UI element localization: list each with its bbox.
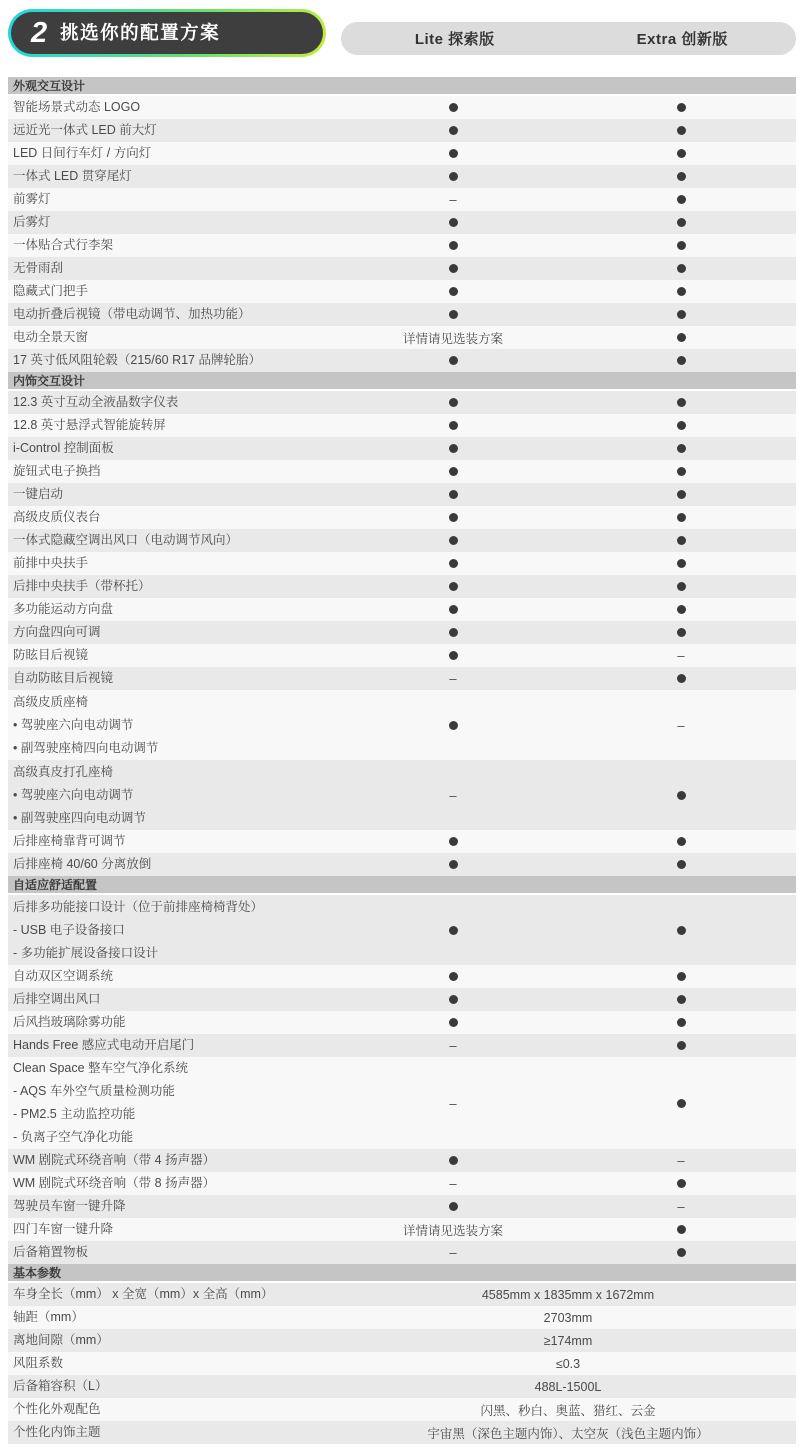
feature-label: 一键启动 bbox=[13, 487, 64, 501]
feature-label: 自动双区空调系统 bbox=[13, 969, 114, 983]
included-dot-icon bbox=[677, 333, 686, 342]
lite-cell bbox=[340, 310, 566, 319]
feature-row bbox=[8, 1218, 796, 1241]
included-dot-icon bbox=[449, 103, 458, 112]
included-dot-icon bbox=[449, 126, 458, 135]
section-header: 自适应舒适配置 bbox=[8, 876, 796, 895]
spec-value-text: 宇宙黑（深色主题内饰）、太空灰（浅色主题内饰） bbox=[427, 1426, 709, 1441]
column-header-extra: Extra 创新版 bbox=[636, 31, 728, 48]
lite-cell bbox=[340, 172, 566, 181]
included-dot-icon bbox=[677, 421, 686, 430]
extra-cell bbox=[566, 172, 796, 181]
feature-row bbox=[8, 506, 796, 529]
feature-row bbox=[8, 1034, 796, 1057]
lite-cell bbox=[340, 536, 566, 545]
extra-cell bbox=[566, 559, 796, 568]
feature-label: 方向盘四向可调 bbox=[13, 625, 101, 639]
included-dot-icon bbox=[677, 1041, 686, 1050]
spec-value-cell bbox=[340, 1380, 796, 1394]
lite-cell bbox=[340, 1156, 566, 1165]
spec-value-cell bbox=[340, 1334, 796, 1348]
feature-row bbox=[8, 1149, 796, 1172]
included-dot-icon bbox=[677, 490, 686, 499]
included-dot-icon bbox=[677, 398, 686, 407]
included-dot-icon bbox=[677, 837, 686, 846]
feature-label-line: - USB 电子设备接口 bbox=[13, 922, 125, 937]
option-note-text: 详情请见选装方案 bbox=[402, 331, 503, 346]
included-dot-icon bbox=[677, 605, 686, 614]
feature-row bbox=[8, 437, 796, 460]
feature-row bbox=[8, 988, 796, 1011]
feature-row bbox=[8, 142, 796, 165]
lite-cell bbox=[340, 103, 566, 112]
feature-row bbox=[8, 621, 796, 644]
feature-label: 高级皮质仪表台 bbox=[13, 510, 101, 524]
spec-value-text: 4585mm x 1835mm x 1672mm bbox=[481, 1287, 655, 1302]
feature-row bbox=[8, 760, 796, 830]
lite-cell bbox=[340, 559, 566, 568]
included-dot-icon bbox=[449, 926, 458, 935]
extra-cell bbox=[566, 287, 796, 296]
extra-cell bbox=[566, 467, 796, 476]
included-dot-icon bbox=[677, 513, 686, 522]
feature-row bbox=[8, 853, 796, 876]
feature-label: 后风挡玻璃除雾功能 bbox=[13, 1015, 126, 1029]
extra-cell bbox=[566, 791, 796, 800]
lite-cell bbox=[340, 651, 566, 660]
lite-cell bbox=[340, 628, 566, 637]
feature-label: 防眩目后视镜 bbox=[13, 648, 89, 662]
feature-row bbox=[8, 830, 796, 853]
lite-cell bbox=[340, 490, 566, 499]
spec-value-text: ≤0.3 bbox=[555, 1356, 581, 1371]
extra-cell bbox=[566, 195, 796, 204]
feature-label bbox=[8, 896, 340, 965]
feature-label: 风阻系数 bbox=[13, 1356, 64, 1370]
spec-value-cell bbox=[340, 1357, 796, 1371]
feature-label: 个性化外观配色 bbox=[13, 1402, 101, 1416]
lite-cell bbox=[340, 672, 566, 685]
included-dot-icon bbox=[677, 1225, 686, 1234]
feature-row bbox=[8, 303, 796, 326]
included-dot-icon bbox=[449, 837, 458, 846]
feature-row bbox=[8, 460, 796, 483]
extra-cell bbox=[566, 241, 796, 250]
included-dot-icon bbox=[677, 241, 686, 250]
feature-label-line: - PM2.5 主动监控功能 bbox=[13, 1107, 136, 1121]
feature-row bbox=[8, 1352, 796, 1375]
feature-row bbox=[8, 667, 796, 690]
included-dot-icon bbox=[449, 628, 458, 637]
extra-cell bbox=[566, 513, 796, 522]
feature-row bbox=[8, 895, 796, 965]
lite-cell bbox=[340, 193, 566, 206]
included-dot-icon bbox=[677, 559, 686, 568]
included-dot-icon bbox=[449, 1018, 458, 1027]
feature-label: 后排空调出风口 bbox=[13, 992, 101, 1006]
extra-cell bbox=[566, 972, 796, 981]
feature-label: 电动折叠后视镜（带电动调节、加热功能） bbox=[13, 307, 251, 321]
extra-cell bbox=[566, 995, 796, 1004]
lite-cell bbox=[340, 837, 566, 846]
lite-cell bbox=[340, 1202, 566, 1211]
feature-label: 旋钮式电子换挡 bbox=[13, 464, 101, 478]
section-header: 外观交互设计 bbox=[8, 77, 796, 96]
included-dot-icon bbox=[449, 490, 458, 499]
lite-cell bbox=[340, 513, 566, 522]
included-dot-icon bbox=[677, 995, 686, 1004]
feature-label: 自动防眩目后视镜 bbox=[13, 671, 114, 685]
included-dot-icon bbox=[449, 287, 458, 296]
feature-row bbox=[8, 1195, 796, 1218]
included-dot-icon bbox=[677, 264, 686, 273]
feature-row bbox=[8, 119, 796, 142]
feature-label-line: - 负离子空气净化功能 bbox=[13, 1130, 134, 1144]
feature-row bbox=[8, 1329, 796, 1352]
lite-cell bbox=[340, 444, 566, 453]
feature-label bbox=[8, 691, 340, 760]
lite-cell bbox=[340, 972, 566, 981]
extra-cell bbox=[566, 1225, 796, 1234]
option-note-text: 详情请见选装方案 bbox=[402, 1223, 503, 1238]
included-dot-icon bbox=[449, 995, 458, 1004]
included-dot-icon bbox=[677, 1248, 686, 1257]
included-dot-icon bbox=[677, 195, 686, 204]
feature-row bbox=[8, 1306, 796, 1329]
feature-label-line: 高级皮质座椅 bbox=[13, 694, 89, 709]
included-dot-icon bbox=[449, 310, 458, 319]
included-dot-icon bbox=[677, 536, 686, 545]
lite-cell bbox=[340, 218, 566, 227]
lite-cell bbox=[340, 1097, 566, 1110]
included-dot-icon bbox=[449, 467, 458, 476]
spec-value-text: 2703mm bbox=[543, 1310, 593, 1325]
not-available-dash: – bbox=[677, 717, 685, 733]
feature-label-line: - 多功能扩展设备接口设计 bbox=[13, 945, 159, 960]
feature-label-line: • 驾驶座六向电动调节 bbox=[13, 717, 134, 732]
not-available-dash: – bbox=[449, 192, 457, 207]
included-dot-icon bbox=[449, 356, 458, 365]
extra-cell bbox=[566, 264, 796, 273]
feature-label: 四门车窗一键升降 bbox=[13, 1222, 114, 1236]
feature-label: 远近光一体式 LED 前大灯 bbox=[13, 123, 157, 137]
extra-cell bbox=[566, 1248, 796, 1257]
lite-cell bbox=[340, 287, 566, 296]
included-dot-icon bbox=[449, 651, 458, 660]
included-dot-icon bbox=[449, 149, 458, 158]
included-dot-icon bbox=[677, 674, 686, 683]
extra-cell bbox=[566, 356, 796, 365]
feature-label: i-Control 控制面板 bbox=[13, 441, 114, 455]
included-dot-icon bbox=[677, 628, 686, 637]
not-available-dash: – bbox=[449, 671, 457, 686]
extra-cell bbox=[566, 719, 796, 732]
extra-cell bbox=[566, 310, 796, 319]
step-title: 挑选你的配置方案 bbox=[60, 21, 221, 43]
feature-label: 隐藏式门把手 bbox=[13, 284, 89, 298]
included-dot-icon bbox=[677, 444, 686, 453]
section-header: 基本参数 bbox=[8, 1264, 796, 1283]
included-dot-icon bbox=[449, 1156, 458, 1165]
feature-label: 后排中央扶手（带杯托） bbox=[13, 579, 151, 593]
not-available-dash: – bbox=[449, 1095, 457, 1111]
feature-label-line: • 驾驶座六向电动调节 bbox=[13, 787, 134, 802]
spec-value-cell bbox=[340, 1311, 796, 1325]
lite-cell bbox=[340, 241, 566, 250]
feature-row bbox=[8, 690, 796, 760]
feature-label: WM 剧院式环绕音响（带 8 扬声器） bbox=[13, 1176, 216, 1190]
included-dot-icon bbox=[449, 860, 458, 869]
section-header: 内饰交互设计 bbox=[8, 372, 796, 391]
spec-value-text: ≥174mm bbox=[543, 1333, 593, 1348]
lite-cell bbox=[340, 421, 566, 430]
feature-label: 后排座椅靠背可调节 bbox=[13, 834, 126, 848]
feature-label: LED 日间行车灯 / 方向灯 bbox=[13, 146, 152, 160]
included-dot-icon bbox=[449, 582, 458, 591]
feature-label: 车身全长（mm） x 全宽（mm）x 全高（mm） bbox=[13, 1287, 274, 1301]
included-dot-icon bbox=[677, 149, 686, 158]
feature-row bbox=[8, 644, 796, 667]
feature-label: 个性化内饰主题 bbox=[13, 1425, 101, 1439]
not-available-dash: – bbox=[449, 1245, 457, 1260]
feature-label: 多功能运动方向盘 bbox=[13, 602, 114, 616]
feature-label: 后备箱容积（L） bbox=[13, 1379, 108, 1393]
included-dot-icon bbox=[677, 218, 686, 227]
lite-cell bbox=[340, 860, 566, 869]
feature-row bbox=[8, 965, 796, 988]
feature-row bbox=[8, 1398, 796, 1421]
lite-cell bbox=[340, 926, 566, 935]
extra-cell bbox=[566, 582, 796, 591]
feature-label: WM 剧院式环绕音响（带 4 扬声器） bbox=[13, 1153, 216, 1167]
included-dot-icon bbox=[677, 310, 686, 319]
included-dot-icon bbox=[449, 559, 458, 568]
lite-cell bbox=[340, 467, 566, 476]
feature-label: 智能场景式动态 LOGO bbox=[13, 100, 141, 114]
trim-columns-header bbox=[341, 22, 796, 55]
spec-value-text: 488L-1500L bbox=[534, 1379, 602, 1394]
feature-label-line: 高级真皮打孔座椅 bbox=[13, 764, 114, 779]
lite-cell bbox=[340, 582, 566, 591]
column-header-lite: Lite 探索版 bbox=[414, 31, 495, 48]
included-dot-icon bbox=[677, 126, 686, 135]
feature-label: 一体贴合式行李架 bbox=[13, 238, 114, 252]
lite-cell bbox=[340, 398, 566, 407]
included-dot-icon bbox=[449, 172, 458, 181]
lite-cell bbox=[340, 126, 566, 135]
lite-cell bbox=[340, 1246, 566, 1259]
included-dot-icon bbox=[449, 421, 458, 430]
not-available-dash: – bbox=[677, 1153, 685, 1168]
included-dot-icon bbox=[677, 972, 686, 981]
included-dot-icon bbox=[449, 513, 458, 522]
not-available-dash: – bbox=[449, 787, 457, 803]
lite-cell bbox=[340, 789, 566, 802]
step-number: 2 bbox=[31, 16, 48, 49]
extra-cell bbox=[566, 1200, 796, 1213]
feature-row bbox=[8, 257, 796, 280]
included-dot-icon bbox=[449, 398, 458, 407]
extra-cell bbox=[566, 1099, 796, 1108]
feature-label-line: • 副驾驶座四向电动调节 bbox=[13, 810, 146, 825]
feature-label bbox=[8, 1057, 340, 1149]
lite-cell bbox=[340, 329, 566, 347]
included-dot-icon bbox=[677, 287, 686, 296]
feature-row bbox=[8, 349, 796, 372]
feature-label-line: - AQS 车外空气质量检测功能 bbox=[13, 1084, 175, 1098]
extra-cell bbox=[566, 1154, 796, 1167]
feature-label: 一体式 LED 贯穿尾灯 bbox=[13, 169, 132, 183]
feature-label: 前排中央扶手 bbox=[13, 556, 89, 570]
lite-cell bbox=[340, 1018, 566, 1027]
included-dot-icon bbox=[677, 172, 686, 181]
feature-row bbox=[8, 552, 796, 575]
feature-label: 离地间隙（mm） bbox=[13, 1333, 109, 1347]
feature-row bbox=[8, 529, 796, 552]
feature-row bbox=[8, 1421, 796, 1444]
feature-row bbox=[8, 575, 796, 598]
extra-cell bbox=[566, 126, 796, 135]
included-dot-icon bbox=[677, 582, 686, 591]
lite-cell bbox=[340, 264, 566, 273]
feature-row bbox=[8, 598, 796, 621]
feature-label: 12.3 英寸互动全液晶数字仪表 bbox=[13, 395, 179, 409]
not-available-dash: – bbox=[449, 1038, 457, 1053]
lite-cell bbox=[340, 721, 566, 730]
feature-label: 后排座椅 40/60 分离放倒 bbox=[13, 857, 152, 871]
extra-cell bbox=[566, 605, 796, 614]
included-dot-icon bbox=[449, 972, 458, 981]
extra-cell bbox=[566, 536, 796, 545]
feature-label: 无骨雨刮 bbox=[13, 261, 64, 275]
included-dot-icon bbox=[677, 1179, 686, 1188]
extra-cell bbox=[566, 1018, 796, 1027]
step-badge bbox=[8, 9, 326, 57]
feature-label-line: 后排多功能接口设计（位于前排座椅椅背处） bbox=[13, 899, 264, 914]
extra-cell bbox=[566, 444, 796, 453]
extra-cell bbox=[566, 333, 796, 342]
included-dot-icon bbox=[677, 103, 686, 112]
feature-row bbox=[8, 211, 796, 234]
lite-cell bbox=[340, 1221, 566, 1239]
lite-cell bbox=[340, 356, 566, 365]
extra-cell bbox=[566, 490, 796, 499]
included-dot-icon bbox=[677, 791, 686, 800]
extra-cell bbox=[566, 1041, 796, 1050]
lite-cell bbox=[340, 605, 566, 614]
feature-row bbox=[8, 414, 796, 437]
extra-cell bbox=[566, 649, 796, 662]
lite-cell bbox=[340, 1039, 566, 1052]
feature-row bbox=[8, 1057, 796, 1149]
feature-row bbox=[8, 188, 796, 211]
lite-cell bbox=[340, 1177, 566, 1190]
feature-row bbox=[8, 1241, 796, 1264]
spec-value-cell bbox=[340, 1288, 796, 1302]
included-dot-icon bbox=[677, 1018, 686, 1027]
not-available-dash: – bbox=[677, 648, 685, 663]
extra-cell bbox=[566, 218, 796, 227]
feature-row bbox=[8, 391, 796, 414]
feature-row bbox=[8, 1283, 796, 1306]
not-available-dash: – bbox=[677, 1199, 685, 1214]
spec-comparison-table bbox=[8, 77, 796, 1444]
feature-label bbox=[8, 761, 340, 830]
feature-row bbox=[8, 1011, 796, 1034]
included-dot-icon bbox=[449, 536, 458, 545]
feature-row bbox=[8, 96, 796, 119]
extra-cell bbox=[566, 926, 796, 935]
feature-label: 前雾灯 bbox=[13, 192, 51, 206]
feature-label: 电动全景天窗 bbox=[13, 330, 89, 344]
feature-row bbox=[8, 280, 796, 303]
included-dot-icon bbox=[449, 218, 458, 227]
extra-cell bbox=[566, 628, 796, 637]
feature-row bbox=[8, 483, 796, 506]
extra-cell bbox=[566, 421, 796, 430]
included-dot-icon bbox=[677, 860, 686, 869]
feature-row bbox=[8, 1375, 796, 1398]
step-badge-inner bbox=[11, 12, 323, 54]
included-dot-icon bbox=[449, 444, 458, 453]
feature-label: 12.8 英寸悬浮式智能旋转屏 bbox=[13, 418, 166, 432]
lite-cell bbox=[340, 995, 566, 1004]
extra-cell bbox=[566, 149, 796, 158]
extra-cell bbox=[566, 860, 796, 869]
included-dot-icon bbox=[677, 1099, 686, 1108]
spec-value-text: 闪黑、秒白、奥蓝、猎红、云金 bbox=[480, 1403, 656, 1418]
lite-cell bbox=[340, 149, 566, 158]
included-dot-icon bbox=[449, 1202, 458, 1211]
feature-row bbox=[8, 165, 796, 188]
extra-cell bbox=[566, 398, 796, 407]
spec-value-cell bbox=[340, 1424, 796, 1442]
feature-label: 后备箱置物板 bbox=[13, 1245, 89, 1259]
feature-label: 驾驶员车窗一键升降 bbox=[13, 1199, 126, 1213]
included-dot-icon bbox=[677, 926, 686, 935]
extra-cell bbox=[566, 674, 796, 683]
feature-row bbox=[8, 234, 796, 257]
included-dot-icon bbox=[677, 467, 686, 476]
feature-row bbox=[8, 1172, 796, 1195]
extra-cell bbox=[566, 1179, 796, 1188]
included-dot-icon bbox=[449, 605, 458, 614]
feature-row bbox=[8, 326, 796, 349]
feature-label-line: • 副驾驶座椅四向电动调节 bbox=[13, 740, 159, 755]
extra-cell bbox=[566, 103, 796, 112]
included-dot-icon bbox=[449, 264, 458, 273]
feature-label: 一体式隐藏空调出风口（电动调节风向） bbox=[13, 533, 239, 547]
spec-value-cell bbox=[340, 1401, 796, 1419]
feature-label: 轴距（mm） bbox=[13, 1310, 84, 1324]
included-dot-icon bbox=[449, 241, 458, 250]
feature-label: 后雾灯 bbox=[13, 215, 51, 229]
feature-label: Hands Free 感应式电动开启尾门 bbox=[13, 1038, 195, 1052]
extra-cell bbox=[566, 837, 796, 846]
not-available-dash: – bbox=[449, 1176, 457, 1191]
feature-label-line: Clean Space 整车空气净化系统 bbox=[13, 1061, 189, 1075]
included-dot-icon bbox=[677, 356, 686, 365]
included-dot-icon bbox=[449, 721, 458, 730]
feature-label: 17 英寸低风阻轮毂（215/60 R17 品牌轮胎） bbox=[13, 353, 261, 367]
